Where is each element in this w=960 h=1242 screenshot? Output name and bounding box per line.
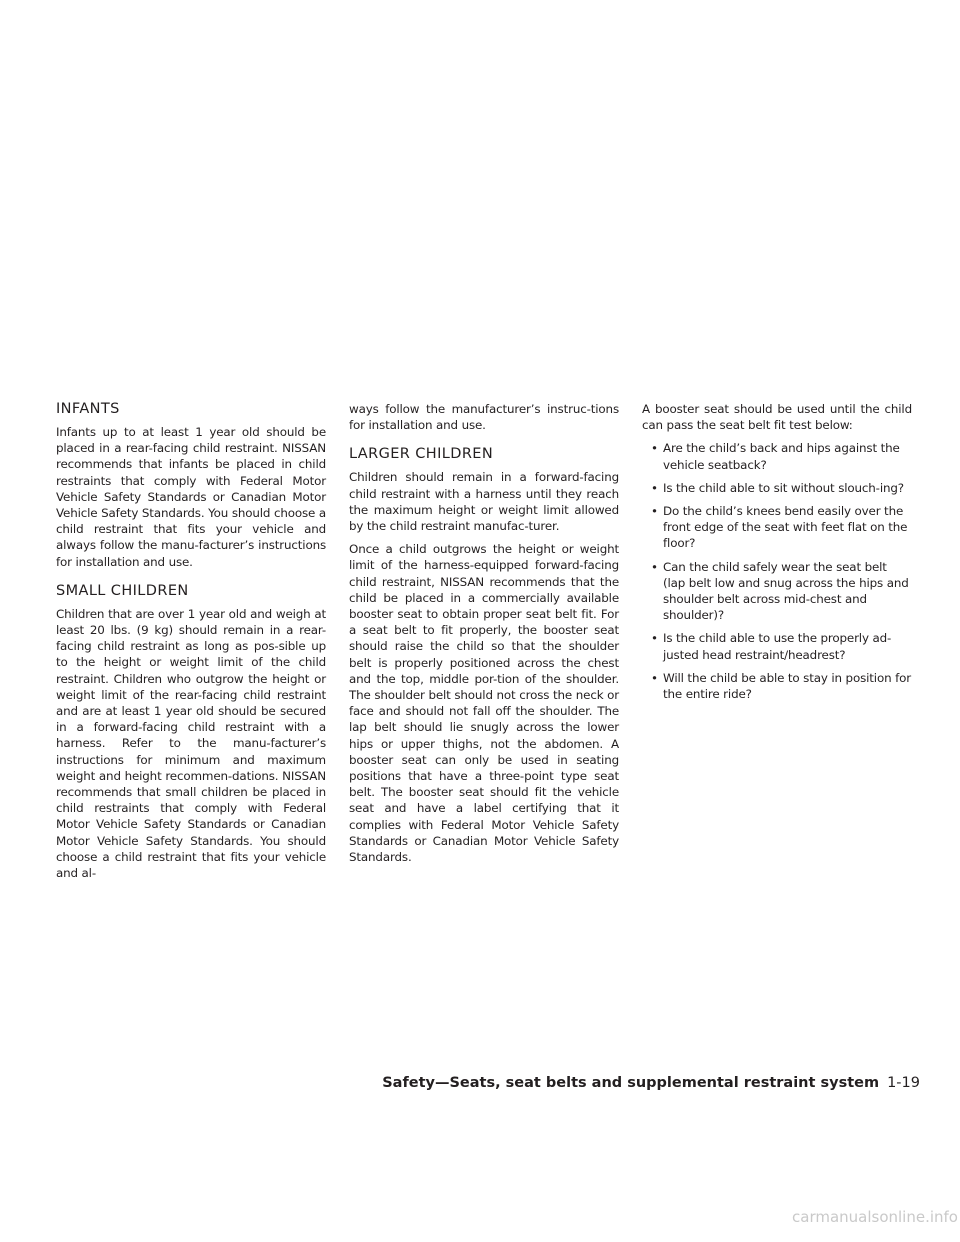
booster-intro-paragraph: A booster seat should be used until the child can pass the seat belt fit test below: — [642, 402, 912, 433]
bullet-icon: • — [651, 441, 658, 456]
list-item: • Is the child able to use the properly ad-justed head restraint/headrest? — [651, 631, 892, 662]
watermark: carmanualsonline.info — [792, 1208, 958, 1226]
bullet-icon: • — [651, 670, 658, 685]
bullet-icon: • — [651, 559, 658, 574]
column-2 — [349, 401, 619, 872]
infants-paragraph: Infants up to at least 1 year old should be placed in a rear-facing child restraint. NISSAN recommends that infants be placed in child restraints that comply with Federal Motor Vehicle Safety Standards or Canadian Motor Vehicle Safety Standards. You should choose a child restraint that fits your vehicle and always follow the manu-facturer’s instructions for installation and use. — [56, 425, 326, 569]
fit-test-list — [642, 440, 912, 702]
page-number: 1-19 — [887, 1075, 920, 1091]
small-children-paragraph: Children that are over 1 year old and weigh at least 20 lbs. (9 kg) should remain in a rear-facing child restraint as long as pos-sible up to the height or weight limit of the child restraint. Children who outgrow the height or weight limit of the rear-facing child restraint and are at least 1 year old should be secured in a forward-facing child restraint with a harness. Refer to the manu-facturer’s instructions for minimum and maximum weight and height recommen-dations. NISSAN recommends that small children be placed in child restraints that comply with Federal Motor Vehicle Safety Standards or Canadian Motor Vehicle Safety Standards. You should choose a child restraint that fits your vehicle and al- — [56, 606, 326, 881]
infants-heading: INFANTS — [56, 401, 120, 417]
list-item: • Is the child able to sit without slouch-ing? — [651, 480, 904, 495]
column-3 — [642, 401, 912, 709]
larger-children-paragraph-2: Once a child outgrows the height or weight limit of the harness-equipped forward-facing child restraint, NISSAN recommends that the child be placed in a commercially available booster seat to obtain proper seat belt fit. For a seat belt to fit properly, the booster seat should raise the child so that the shoulder belt is properly positioned across the chest and the top, middle por-tion of the shoulder. The shoulder belt should not cross the neck or face and should not fall off the shoulder. The lap belt should lie snugly across the lower hips or upper thighs, not the abdomen. A booster seat can only be used in seating positions that have a three-point type seat belt. The booster seat should fit the vehicle seat and have a label certifying that it complies with Federal Motor Vehicle Safety Standards or Canadian Motor Vehicle Safety Standards. — [349, 542, 619, 865]
list-item: • Will the child be able to stay in position for the entire ride? — [651, 670, 911, 702]
bullet-icon: • — [651, 480, 658, 495]
small-children-heading: SMALL CHILDREN — [56, 582, 189, 599]
list-item: • Do the child’s knees bend easily over the front edge of the seat with feet flat on the floor? — [651, 504, 908, 551]
bullet-icon: • — [651, 631, 658, 646]
column-1 — [56, 401, 326, 888]
larger-children-heading: LARGER CHILDREN — [349, 446, 494, 463]
list-item: • Are the child’s back and hips against the vehicle seatback? — [651, 441, 900, 472]
bullet-icon: • — [651, 504, 658, 519]
list-item: • Can the child safely wear the seat belt (lap belt low and snug across the hips and shoulder belt across mid-chest and shoulder)? — [651, 559, 909, 623]
section-title: Safety—Seats, seat belts and supplemental restraint system — [382, 1075, 880, 1091]
continued-paragraph: ways follow the manufacturer’s instruc-tions for installation and use. — [349, 402, 619, 433]
page-footer — [382, 1075, 920, 1091]
larger-children-paragraph-1: Children should remain in a forward-facing child restraint with a harness until they reach the maximum height or weight limit allowed by the child restraint manufac-turer. — [349, 470, 619, 534]
